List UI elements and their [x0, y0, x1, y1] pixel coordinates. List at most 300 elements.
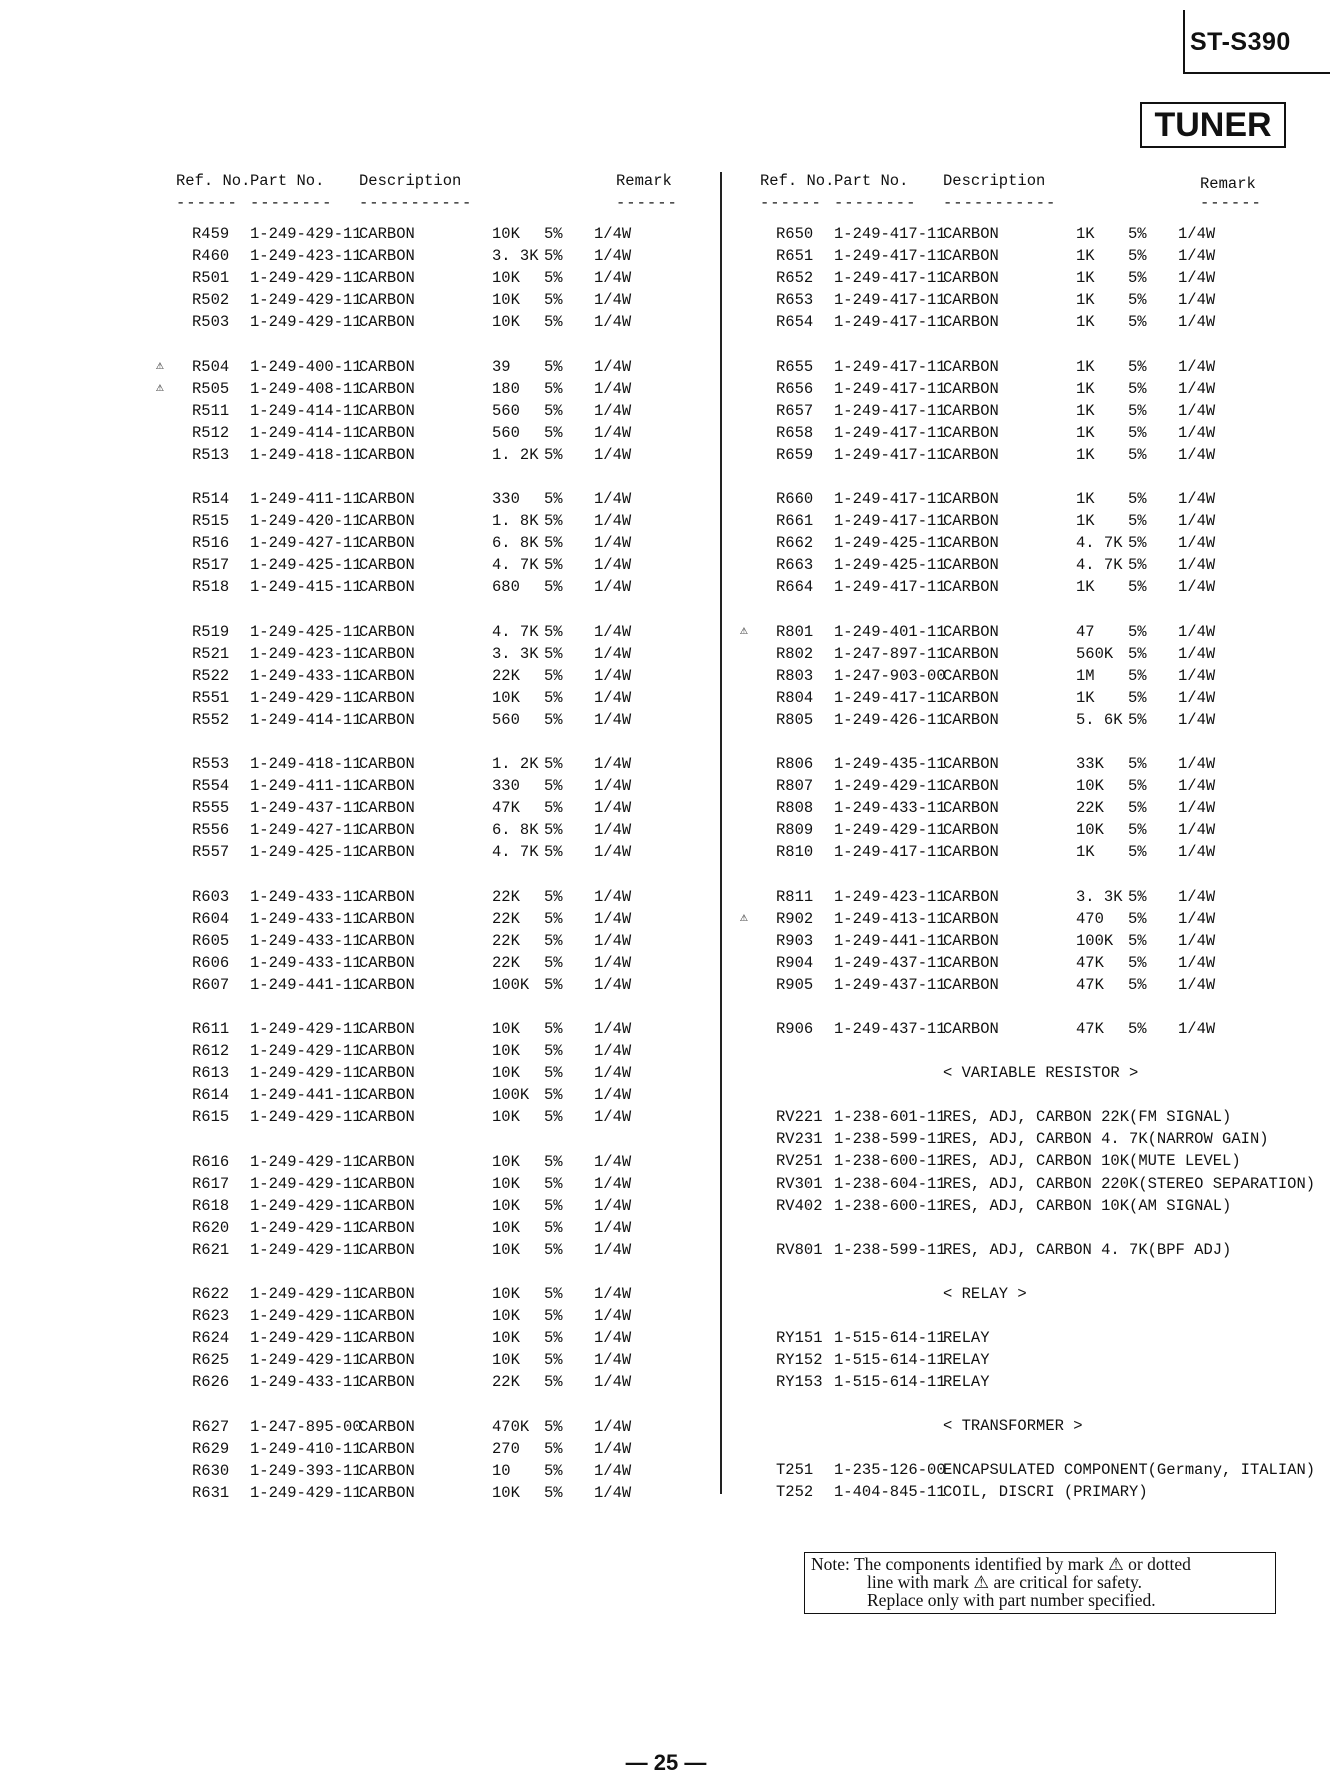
value: 330 [492, 490, 520, 508]
tolerance: 5% [544, 1351, 563, 1370]
part-no: 1-249-410-11 [250, 1439, 362, 1458]
remark: 1/4W [594, 953, 632, 972]
tolerance: 5% [544, 975, 563, 994]
part-no: 1-249-429-11 [834, 777, 946, 796]
ref-no: R903 [776, 931, 814, 950]
ref-no: R519 [192, 622, 230, 641]
description: CARBON [943, 953, 999, 972]
remark: 1/4W [1178, 423, 1216, 442]
part-no: 1-249-423-11 [250, 644, 362, 663]
part-no: 1-249-417-11 [834, 379, 946, 398]
value: 22K [492, 909, 520, 928]
remark: 1/4W [1178, 490, 1216, 508]
description: CARBON [359, 1152, 415, 1171]
remark: 1/4W [1178, 313, 1216, 332]
ref-no: R664 [776, 578, 814, 597]
header-remark: Remark [1200, 175, 1256, 193]
part-no: 1-249-437-11 [834, 975, 946, 994]
ref-no: R658 [776, 423, 814, 442]
description: CARBON [359, 423, 415, 442]
ref-no: R624 [192, 1329, 230, 1348]
tolerance: 5% [1128, 755, 1147, 773]
header-dash-remark: ------ [1200, 194, 1262, 212]
remark: 1/4W [1178, 688, 1216, 707]
value: 6. 8K [492, 821, 539, 840]
remark: 1/4W [1178, 755, 1216, 773]
description: CARBON [359, 931, 415, 950]
header-dash-desc: ----------- [943, 194, 1057, 212]
description: CARBON [359, 1483, 415, 1502]
ref-no: R512 [192, 423, 230, 442]
part-no: 1-249-429-11 [250, 1108, 362, 1127]
value: 10K [492, 225, 520, 243]
tolerance: 5% [1128, 291, 1147, 310]
tolerance: 5% [544, 887, 563, 906]
safety-mark-icon: ⚠ [740, 909, 748, 925]
tolerance: 5% [544, 666, 563, 685]
ref-no: R627 [192, 1417, 230, 1436]
ref-no: R630 [192, 1461, 230, 1480]
description: CARBON [359, 490, 415, 508]
part-no: 1-249-429-11 [834, 821, 946, 840]
value: 10K [492, 1020, 520, 1038]
part-no: 1-249-417-11 [834, 578, 946, 597]
description: CARBON [359, 953, 415, 972]
ref-no: R505 [192, 379, 230, 398]
safety-mark-icon: ⚠ [740, 622, 748, 638]
ref-no: R806 [776, 755, 814, 773]
part-no: 1-249-437-11 [834, 953, 946, 972]
part-no: 1-249-425-11 [250, 556, 362, 575]
value: 47 [1076, 622, 1095, 641]
value: 1K [1076, 357, 1095, 376]
remark: 1/4W [594, 247, 632, 266]
part-no: 1-249-429-11 [250, 1020, 362, 1038]
description: CARBON [359, 401, 415, 420]
ref-no: R517 [192, 556, 230, 575]
remark: 1/4W [594, 1042, 632, 1061]
remark: 1/4W [1178, 887, 1216, 906]
ref-no: R905 [776, 975, 814, 994]
header-desc: Description [943, 172, 1046, 190]
remark: 1/4W [594, 401, 632, 420]
value: 470 [1076, 909, 1104, 928]
value: 10K [1076, 821, 1104, 840]
note-line-2: line with mark ⚠ are critical for safety. [867, 1572, 1142, 1592]
ref-no: R607 [192, 975, 230, 994]
value: 22K [492, 887, 520, 906]
tolerance: 5% [544, 1307, 563, 1326]
value: 10K [492, 1483, 520, 1502]
description: CARBON [943, 269, 999, 288]
tolerance: 5% [544, 1086, 563, 1105]
ref-no: R656 [776, 379, 814, 398]
tolerance: 5% [544, 1417, 563, 1436]
ref-no: R614 [192, 1086, 230, 1105]
ref-no: R552 [192, 710, 230, 729]
ref-no: R801 [776, 622, 814, 641]
tolerance: 5% [1128, 401, 1147, 420]
part-no: 1-249-417-11 [834, 843, 946, 862]
remark: 1/4W [594, 710, 632, 729]
part-no: 1-249-437-11 [834, 1020, 946, 1038]
ref-no: R653 [776, 291, 814, 310]
description: CARBON [943, 931, 999, 950]
value: 3. 3K [492, 247, 539, 266]
ref-no: RY153 [776, 1373, 823, 1392]
remark: 1/4W [594, 534, 632, 553]
remark: 1/4W [1178, 379, 1216, 398]
description: CARBON [359, 666, 415, 685]
value: 270 [492, 1439, 520, 1458]
part-no: 1-249-433-11 [250, 931, 362, 950]
ref-no: R805 [776, 710, 814, 729]
ref-no: R514 [192, 490, 230, 508]
value: 1K [1076, 423, 1095, 442]
remark: 1/4W [594, 1483, 632, 1502]
tolerance: 5% [1128, 423, 1147, 442]
description: RELAY [943, 1328, 990, 1347]
tolerance: 5% [1128, 379, 1147, 398]
part-no: 1-238-599-11 [834, 1240, 946, 1259]
ref-no: R554 [192, 777, 230, 796]
value: 10K [492, 1064, 520, 1083]
header-dash-part: -------- [834, 194, 917, 212]
value: 4. 7K [492, 556, 539, 575]
value: 680 [492, 578, 520, 597]
value: 47K [1076, 953, 1104, 972]
description: CARBON [943, 578, 999, 597]
part-no: 1-249-417-11 [834, 512, 946, 531]
ref-no: R460 [192, 247, 230, 266]
value: 5. 6K [1076, 710, 1123, 729]
value: 10K [1076, 777, 1104, 796]
part-no: 1-249-429-11 [250, 688, 362, 707]
ref-no: R810 [776, 843, 814, 862]
ref-no: R604 [192, 909, 230, 928]
ref-no: R603 [192, 887, 230, 906]
description: CARBON [359, 688, 415, 707]
value: 180 [492, 379, 520, 398]
remark: 1/4W [1178, 578, 1216, 597]
ref-no: R555 [192, 799, 230, 818]
ref-no: R804 [776, 688, 814, 707]
description: CARBON [943, 688, 999, 707]
part-no: 1-249-417-11 [834, 423, 946, 442]
value: 1K [1076, 578, 1095, 597]
description: CARBON [943, 909, 999, 928]
part-no: 1-235-126-00 [834, 1461, 946, 1480]
description: CARBON [943, 379, 999, 398]
part-no: 1-515-614-11 [834, 1373, 946, 1392]
value: 22K [492, 1373, 520, 1392]
description: CARBON [359, 512, 415, 531]
part-no: 1-249-429-11 [250, 1064, 362, 1083]
part-no: 1-249-433-11 [250, 887, 362, 906]
value: 22K [492, 931, 520, 950]
description: RES, ADJ, CARBON 10K(MUTE LEVEL) [943, 1152, 1241, 1171]
description: CARBON [943, 821, 999, 840]
part-no: 1-249-400-11 [250, 357, 362, 376]
remark: 1/4W [1178, 357, 1216, 376]
value: 10K [492, 1042, 520, 1061]
value: 4. 7K [1076, 534, 1123, 553]
tolerance: 5% [544, 490, 563, 508]
header-dash-remark: ------ [616, 194, 678, 212]
remark: 1/4W [594, 1461, 632, 1480]
description: CARBON [943, 512, 999, 531]
tolerance: 5% [544, 379, 563, 398]
ref-no: R803 [776, 666, 814, 685]
description: CARBON [359, 1417, 415, 1436]
header-part: Part No. [834, 172, 909, 190]
part-no: 1-249-420-11 [250, 512, 362, 531]
description: CARBON [359, 1042, 415, 1061]
tolerance: 5% [544, 799, 563, 818]
description: CARBON [943, 777, 999, 796]
value: 10K [492, 1152, 520, 1171]
part-no: 1-404-845-11 [834, 1483, 946, 1502]
description: CARBON [943, 313, 999, 332]
tolerance: 5% [1128, 490, 1147, 508]
value: 1. 8K [492, 512, 539, 531]
remark: 1/4W [594, 843, 632, 862]
note-line-1: Note: The components identified by mark ⚠ or dotted [811, 1554, 1191, 1574]
part-no: 1-249-401-11 [834, 622, 946, 641]
description: CARBON [359, 1439, 415, 1458]
value: 1K [1076, 225, 1095, 243]
value: 4. 7K [492, 622, 539, 641]
tolerance: 5% [544, 909, 563, 928]
description: CARBON [359, 1020, 415, 1038]
part-no: 1-247-895-00 [250, 1417, 362, 1436]
remark: 1/4W [594, 1307, 632, 1326]
ref-no: R662 [776, 534, 814, 553]
remark: 1/4W [1178, 622, 1216, 641]
tolerance: 5% [1128, 556, 1147, 575]
ref-no: R802 [776, 644, 814, 663]
part-no: 1-249-417-11 [834, 688, 946, 707]
tolerance: 5% [1128, 799, 1147, 818]
value: 4. 7K [492, 843, 539, 862]
value: 22K [492, 953, 520, 972]
tolerance: 5% [544, 1196, 563, 1215]
description: CARBON [359, 755, 415, 773]
ref-no: R618 [192, 1196, 230, 1215]
description: CARBON [943, 799, 999, 818]
remark: 1/4W [594, 313, 632, 332]
safety-note [804, 1552, 1276, 1614]
description: CARBON [359, 1285, 415, 1303]
ref-no: R556 [192, 821, 230, 840]
tolerance: 5% [1128, 887, 1147, 906]
ref-no: R660 [776, 490, 814, 508]
part-no: 1-249-423-11 [250, 247, 362, 266]
remark: 1/4W [1178, 710, 1216, 729]
ref-no: R501 [192, 269, 230, 288]
transformer-section-title: < TRANSFORMER > [943, 1417, 1083, 1436]
remark: 1/4W [594, 556, 632, 575]
value: 6. 8K [492, 534, 539, 553]
tolerance: 5% [544, 1439, 563, 1458]
remark: 1/4W [594, 1152, 632, 1171]
note-line-3: Replace only with part number specified. [867, 1590, 1156, 1610]
description: CARBON [943, 556, 999, 575]
part-no: 1-249-417-11 [834, 291, 946, 310]
value: 10K [492, 1174, 520, 1193]
tolerance: 5% [544, 578, 563, 597]
part-no: 1-249-429-11 [250, 1174, 362, 1193]
description: CARBON [359, 578, 415, 597]
ref-no: R606 [192, 953, 230, 972]
value: 10K [492, 1196, 520, 1215]
ref-no: R625 [192, 1351, 230, 1370]
description: CARBON [359, 799, 415, 818]
ref-no: R521 [192, 644, 230, 663]
header-ref: Ref. No. [176, 172, 251, 190]
ref-no: R551 [192, 688, 230, 707]
part-no: 1-249-418-11 [250, 755, 362, 773]
ref-no: R906 [776, 1020, 814, 1038]
remark: 1/4W [594, 622, 632, 641]
ref-no: R617 [192, 1174, 230, 1193]
remark: 1/4W [594, 1417, 632, 1436]
header-dash-desc: ----------- [359, 194, 473, 212]
part-no: 1-249-429-11 [250, 1240, 362, 1259]
ref-no: R516 [192, 534, 230, 553]
ref-no: R657 [776, 401, 814, 420]
tolerance: 5% [544, 1152, 563, 1171]
part-no: 1-249-413-11 [834, 909, 946, 928]
description: CARBON [359, 225, 415, 243]
part-no: 1-249-393-11 [250, 1461, 362, 1480]
header-ref: Ref. No. [760, 172, 835, 190]
remark: 1/4W [594, 578, 632, 597]
remark: 1/4W [1178, 1020, 1216, 1038]
description: CARBON [943, 975, 999, 994]
part-no: 1-249-433-11 [250, 953, 362, 972]
ref-no: R631 [192, 1483, 230, 1502]
description: COIL, DISCRI (PRIMARY) [943, 1483, 1148, 1502]
part-no: 1-249-414-11 [250, 710, 362, 729]
tolerance: 5% [544, 1329, 563, 1348]
remark: 1/4W [594, 1174, 632, 1193]
part-no: 1-249-441-11 [834, 931, 946, 950]
ref-no: R612 [192, 1042, 230, 1061]
part-no: 1-249-411-11 [250, 490, 362, 508]
remark: 1/4W [594, 357, 632, 376]
description: CARBON [359, 777, 415, 796]
value: 22K [1076, 799, 1104, 818]
description: CARBON [359, 1461, 415, 1480]
remark: 1/4W [1178, 644, 1216, 663]
part-no: 1-515-614-11 [834, 1328, 946, 1347]
value: 560K [1076, 644, 1114, 663]
ref-no: R904 [776, 953, 814, 972]
description: CARBON [359, 843, 415, 862]
tolerance: 5% [1128, 666, 1147, 685]
value: 10 [492, 1461, 511, 1480]
tolerance: 5% [544, 534, 563, 553]
description: CARBON [359, 1307, 415, 1326]
value: 10K [492, 1307, 520, 1326]
description: CARBON [359, 1373, 415, 1392]
ref-no: R557 [192, 843, 230, 862]
part-no: 1-249-427-11 [250, 821, 362, 840]
value: 10K [492, 1240, 520, 1259]
tolerance: 5% [1128, 931, 1147, 950]
tolerance: 5% [544, 423, 563, 442]
value: 1K [1076, 247, 1095, 266]
tolerance: 5% [1128, 247, 1147, 266]
tolerance: 5% [544, 1285, 563, 1303]
ref-no: R518 [192, 578, 230, 597]
part-no: 1-238-601-11 [834, 1108, 946, 1127]
value: 1K [1076, 688, 1095, 707]
header-desc: Description [359, 172, 462, 190]
part-no: 1-249-429-11 [250, 1329, 362, 1348]
value: 1K [1076, 843, 1095, 862]
tolerance: 5% [1128, 821, 1147, 840]
part-no: 1-249-437-11 [250, 799, 362, 818]
remark: 1/4W [594, 821, 632, 840]
description: CARBON [943, 445, 999, 464]
part-no: 1-249-417-11 [834, 225, 946, 243]
tolerance: 5% [544, 357, 563, 376]
remark: 1/4W [1178, 534, 1216, 553]
description: CARBON [359, 909, 415, 928]
description: CARBON [359, 821, 415, 840]
remark: 1/4W [594, 1086, 632, 1105]
description: CARBON [943, 710, 999, 729]
remark: 1/4W [1178, 777, 1216, 796]
tolerance: 5% [544, 1240, 563, 1259]
tolerance: 5% [1128, 313, 1147, 332]
part-no: 1-249-411-11 [250, 777, 362, 796]
tolerance: 5% [1128, 1020, 1147, 1038]
description: CARBON [359, 1240, 415, 1259]
ref-no: R615 [192, 1108, 230, 1127]
tolerance: 5% [544, 269, 563, 288]
description: CARBON [359, 1196, 415, 1215]
remark: 1/4W [594, 1351, 632, 1370]
part-no: 1-249-433-11 [250, 1373, 362, 1392]
value: 47K [1076, 1020, 1104, 1038]
remark: 1/4W [594, 1285, 632, 1303]
value: 1. 2K [492, 445, 539, 464]
description: CARBON [943, 755, 999, 773]
tolerance: 5% [1128, 512, 1147, 531]
remark: 1/4W [594, 931, 632, 950]
tolerance: 5% [1128, 688, 1147, 707]
description: CARBON [359, 313, 415, 332]
ref-no: T252 [776, 1483, 814, 1502]
part-no: 1-247-903-00 [834, 666, 946, 685]
header-remark: Remark [616, 172, 672, 190]
description: CARBON [359, 1329, 415, 1348]
remark: 1/4W [594, 799, 632, 818]
tolerance: 5% [544, 445, 563, 464]
page-number: — 25 — [625, 1750, 707, 1775]
ref-no: R515 [192, 512, 230, 531]
ref-no: R902 [776, 909, 814, 928]
description: CARBON [359, 1108, 415, 1127]
description: ENCAPSULATED COMPONENT(Germany, ITALIAN) [943, 1461, 1316, 1480]
ref-no: R652 [776, 269, 814, 288]
remark: 1/4W [1178, 445, 1216, 464]
tolerance: 5% [544, 1483, 563, 1502]
safety-mark-icon: ⚠ [156, 357, 164, 373]
